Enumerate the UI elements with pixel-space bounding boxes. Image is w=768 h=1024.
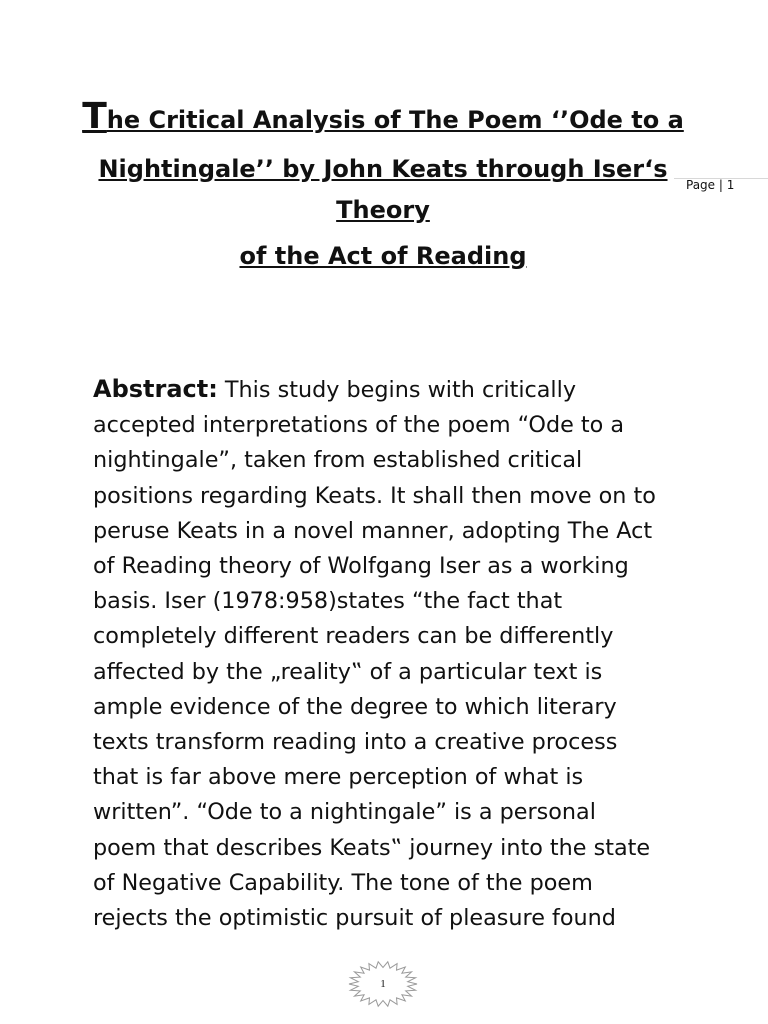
abstract-line: texts transform reading into a creative process — [93, 729, 618, 756]
abstract-line: basis. Iser (1978:958)states “the fact that — [93, 588, 563, 615]
abstract-line: rejects the optimistic pursuit of pleasure found — [93, 905, 616, 932]
abstract-line: completely different readers can be differently — [93, 623, 614, 650]
abstract-line: affected by the „reality‟ of a particular text is — [93, 658, 603, 685]
abstract-line: nightingale”, taken from established critical — [93, 447, 583, 474]
page-number-badge — [347, 960, 419, 1008]
abstract-line: positions regarding Keats. It shall then move on to — [93, 482, 656, 509]
title-line-2: Nightingale’’ by John Keats through Iser‘s — [98, 155, 668, 183]
page-marker: Page | 1 — [686, 178, 735, 192]
abstract-line: accepted interpretations of the poem “Ode to a — [93, 412, 625, 439]
title-line-3: Theory — [336, 196, 430, 224]
page-number: 1 — [380, 978, 386, 990]
abstract-line: poem that describes Keats‟ journey into the state — [93, 834, 651, 861]
title-line-1-text: he Critical Analysis of The Poem ‘’Ode to a — [106, 106, 684, 134]
title-line-4: of the Act of Reading — [239, 242, 527, 270]
abstract-line: of Negative Capability. The tone of the poem — [93, 869, 593, 896]
abstract-line: ample evidence of the degree to which literary — [93, 693, 617, 720]
abstract-line-text: This study begins with critically — [217, 377, 577, 403]
title-dropcap: T — [82, 96, 107, 137]
abstract-paragraph — [93, 372, 683, 936]
abstract-line: of Reading theory of Wolfgang Iser as a working — [93, 553, 629, 580]
abstract-line: written”. “Ode to a nightingale” is a personal — [93, 799, 596, 826]
abstract-line: that is far above mere perception of what is — [93, 764, 584, 791]
abstract-line: peruse Keats in a novel manner, adopting The Act — [93, 517, 653, 544]
abstract-label: Abstract: — [93, 375, 218, 403]
title-line-1 — [60, 96, 706, 137]
abstract-line — [93, 372, 683, 408]
